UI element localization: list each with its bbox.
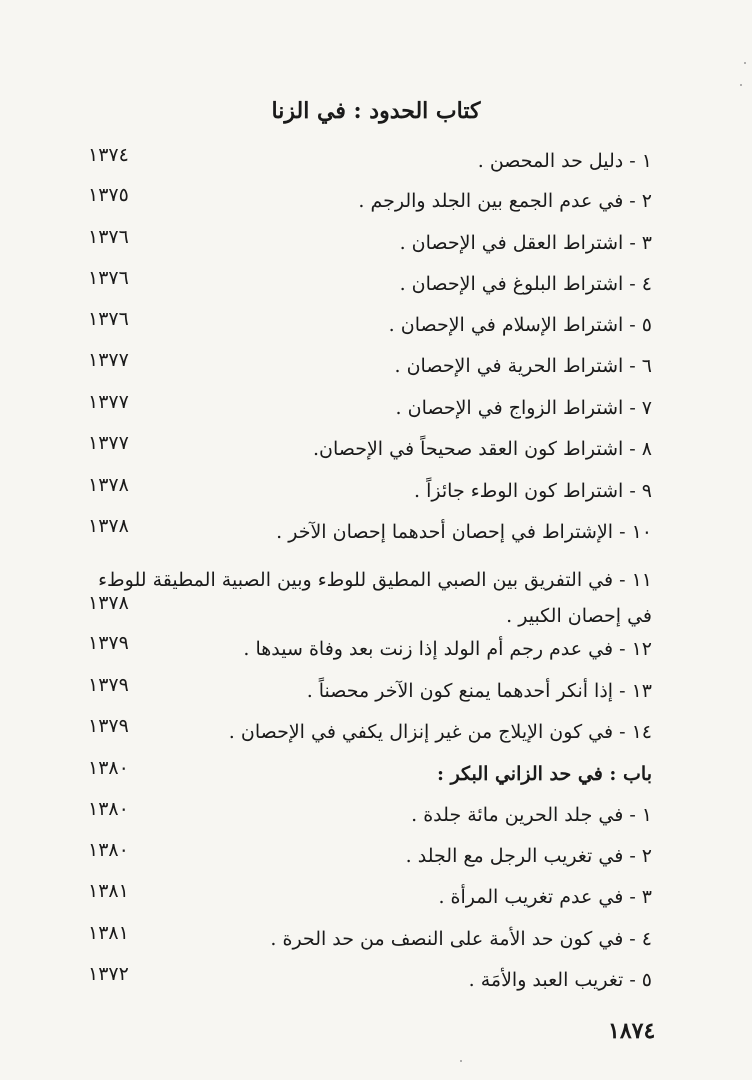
scan-speck [460,1060,462,1062]
entry-text: ١١ - في التفريق بين الصبي المطيق للوطء وبين الصبية المطيقة للوطء في إحصان الكبير . [98,569,652,627]
index-entry [0,226,752,268]
entry-text: ١٢ - في عدم رجم أم الولد إذا زنت بعد وفاة سيدها . [243,638,652,660]
entry-text: ١ - دليل حد المحصن . [477,150,652,172]
index-entry [0,474,752,516]
entry-page-number: ١٣٧٦ [88,226,129,248]
entry-text: ٣ - اشتراط العقل في الإحصان . [399,232,652,254]
page-number: ١٨٧٤ [608,1018,656,1044]
entry-page-number: ١٣٧٦ [88,308,129,330]
scan-speck [744,62,746,64]
entry-text: ١ - في جلد الحرين مائة جلدة . [411,804,652,826]
index-entry [0,632,752,674]
index-entry [0,880,752,922]
entry-page-number: ١٣٧٧ [88,349,129,371]
index-entry [0,391,752,433]
entry-page-number: ١٣٨١ [88,922,129,944]
entry-page-number: ١٣٧٩ [88,632,129,654]
entry-text: ٧ - اشتراط الزواج في الإحصان . [395,397,652,419]
index-entry [0,515,752,557]
entry-text: ٤ - اشتراط البلوغ في الإحصان . [399,273,652,295]
entry-page-number: ١٣٧٨ [88,592,129,614]
section-heading [0,757,752,799]
entry-text: ٤ - في كون حد الأمة على النصف من حد الحرة . [270,928,652,950]
entry-page-number: ١٣٨٠ [88,757,129,779]
entry-text: ٥ - تغريب العبد والأمَة . [468,969,652,991]
scan-speck [740,84,742,86]
index-entry [0,674,752,716]
entry-text: ٣ - في عدم تغريب المرأة . [438,886,652,908]
index-entry [0,184,752,226]
index-entry [0,562,752,634]
entry-page-number: ١٣٧٨ [88,515,129,537]
entry-page-number: ١٣٧٨ [88,474,129,496]
entry-page-number: ١٣٨٠ [88,839,129,861]
index-entry [0,349,752,391]
index-entry [0,144,752,186]
index-entry [0,798,752,840]
entry-page-number: ١٣٧٩ [88,674,129,696]
entry-text: ٢ - في تغريب الرجل مع الجلد . [405,845,652,867]
section-heading-text: باب : في حد الزاني البكر : [436,763,652,785]
entry-page-number: ١٣٧٧ [88,432,129,454]
entry-page-number: ١٣٧٤ [88,144,129,166]
entry-page-number: ١٣٧٧ [88,391,129,413]
entry-page-number: ١٣٧٢ [88,963,129,985]
entry-text: ١٤ - في كون الإيلاج من غير إنزال يكفي في الإحصان . [228,721,652,743]
entry-page-number: ١٣٧٥ [88,184,129,206]
index-entry [0,922,752,964]
index-entry [0,839,752,881]
entry-text: ٥ - اشتراط الإسلام في الإحصان . [388,314,652,336]
entry-page-number: ١٣٨١ [88,880,129,902]
entry-text: ٨ - اشتراط كون العقد صحيحاً في الإحصان. [312,438,652,460]
entry-page-number: ١٣٧٩ [88,715,129,737]
entry-text: ٩ - اشتراط كون الوطء جائزاً . [414,480,652,502]
entry-text: ١٣ - إذا أنكر أحدهما يمنع كون الآخر محصناً . [306,680,652,702]
index-entry [0,963,752,1005]
entry-page-number: ١٣٨٠ [88,798,129,820]
index-entry [0,432,752,474]
page-title: كتاب الحدود : في الزنا [271,98,481,124]
entry-text: ٦ - اشتراط الحرية في الإحصان . [394,355,652,377]
index-entry [0,308,752,350]
entry-text: ١٠ - الإشتراط في إحصان أحدهما إحصان الآخر . [276,521,652,543]
entry-text: ٢ - في عدم الجمع بين الجلد والرجم . [358,190,652,212]
index-entry [0,715,752,757]
entry-page-number: ١٣٧٦ [88,267,129,289]
index-entry [0,267,752,309]
